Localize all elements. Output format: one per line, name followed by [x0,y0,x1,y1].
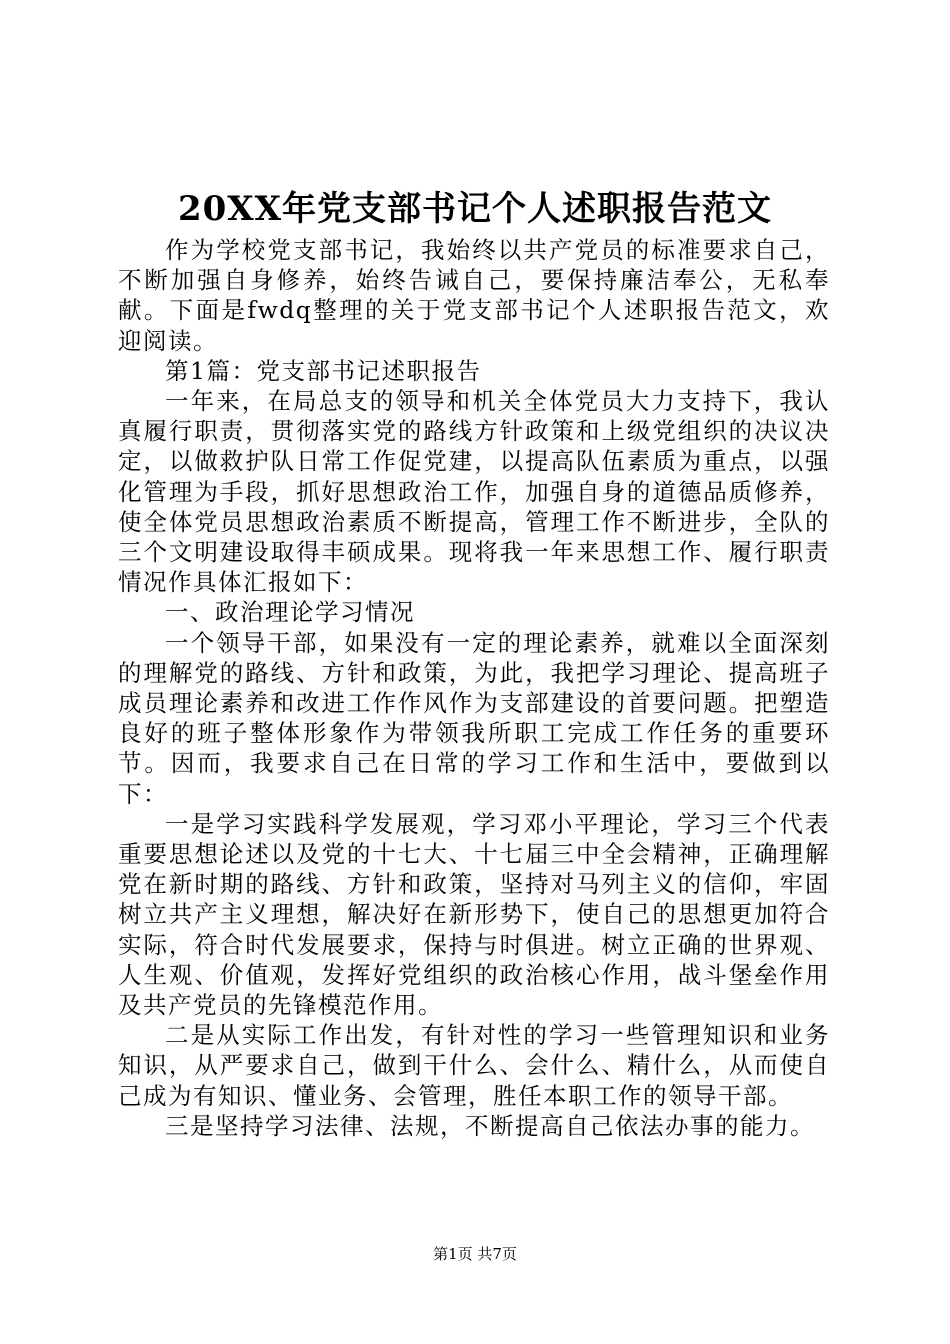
paragraph-overview: 一年来，在局总支的领导和机关全体党员大力支持下，我认真履行职责，贯彻落实党的路线方针政策和上级党组织的决议决定，以做救护队日常工作促党建，以提高队伍素质为重点，以强化管理为手段，抓好思想政治工作，加强自身的道德品质修养，使全体党员思想政治素质不断提高，管理工作不断进步，全队的三个文明建设取得丰硕成果。现将我一年来思想工作、履行职责情况作具体汇报如下： [118,387,830,597]
section-heading-part-1: 第1篇：党支部书记述职报告 [165,356,482,385]
paragraph-point-one: 一是学习实践科学发展观，学习邓小平理论，学习三个代表重要思想论述以及党的十七大、十七届三中全会精神，正确理解党在新时期的路线、方针和政策，坚持对马列主义的信仰，牢固树立共产主义理想，解决好在新形势下，使自己的思想更加符合实际，符合时代发展要求，保持与时俱进。树立正确的世界观、人生观、价值观，发挥好党组织的政治核心作用，战斗堡垒作用及共产党员的先锋模范作用。 [118,809,830,1020]
paragraph-point-three: 三是坚持学习法律、法规，不断提高自己依法办事的能力。 [165,1111,815,1140]
paragraph-point-two: 二是从实际工作出发，有针对性的学习一些管理知识和业务知识，从严要求自己，做到干什么、会什么、精什么，从而使自己成为有知识、懂业务、会管理，胜任本职工作的领导干部。 [118,1021,830,1110]
document-title: 20XX年党支部书记个人述职报告范文 [177,189,773,229]
paragraph-theory-importance: 一个领导干部，如果没有一定的理论素养，就难以全面深刻的理解党的路线、方针和政策，为此，我把学习理论、提高班子成员理论素养和改进工作作风作为支部建设的首要问题。把塑造良好的班子整体形象作为带领我所职工完成工作任务的重要环节。因而，我要求自己在日常的学习工作和生活中，要做到以下： [118,628,830,808]
document-body [118,235,830,1141]
paragraph-intro: 作为学校党支部书记，我始终以共产党员的标准要求自己，不断加强自身修养，始终告诫自己，要保持廉洁奉公，无私奉献。下面是fwdq整理的关于党支部书记个人述职报告范文，欢迎阅读。 [118,236,830,355]
page-footer: 第1页 共7页 [433,1245,517,1263]
section-heading-political-theory: 一、政治理论学习情况 [165,598,415,627]
